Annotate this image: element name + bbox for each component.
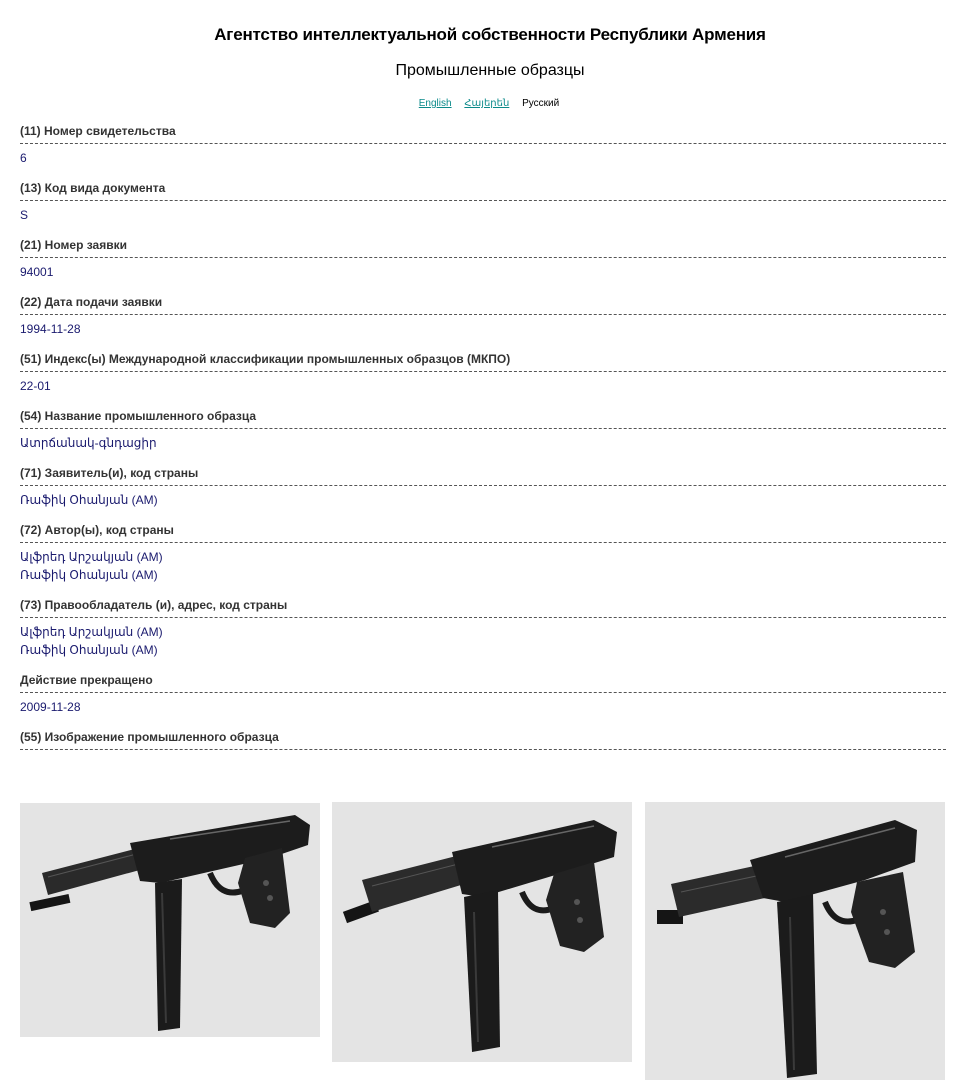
- field-values: [20, 750, 946, 755]
- field-values: [20, 258, 946, 281]
- submachine-gun-photo-side-icon: [20, 803, 320, 1037]
- record-fields: [20, 124, 946, 769]
- submachine-gun-photo-angle-icon: [332, 802, 632, 1062]
- field-label: (13) Код вида документа: [20, 181, 946, 201]
- field-authors: [20, 523, 946, 584]
- field-label: (72) Автор(ы), код страны: [20, 523, 946, 543]
- field-document-kind-code: [20, 181, 946, 224]
- field-values: [20, 315, 946, 338]
- field-label: (55) Изображение промышленного образца: [20, 730, 946, 750]
- field-values: [20, 144, 946, 167]
- field-mkpo-index: [20, 352, 946, 395]
- field-value: 1994-11-28: [20, 322, 81, 336]
- field-label: Действие прекращено: [20, 673, 946, 693]
- field-value: 2009-11-28: [20, 700, 81, 714]
- field-value: Ալֆրեդ Արշակյան (AM): [20, 625, 163, 639]
- field-values: [20, 543, 946, 584]
- field-application-number: [20, 238, 946, 281]
- field-label: (51) Индекс(ы) Международной классификации промышленных образцов (МКПО): [20, 352, 946, 372]
- field-label: (11) Номер свидетельства: [20, 124, 946, 144]
- lang-russian-current: Русский: [522, 98, 560, 109]
- field-values: [20, 201, 946, 224]
- field-label: (71) Заявитель(и), код страны: [20, 466, 946, 486]
- field-filing-date: [20, 295, 946, 338]
- field-value: Ալֆրեդ Արշակյան (AM): [20, 550, 163, 564]
- field-value: 22-01: [20, 379, 51, 393]
- submachine-gun-photo-front-icon: [645, 802, 945, 1080]
- field-value: Ատրճանակ-գնդացիր: [20, 436, 157, 450]
- section-title: Промышленные образцы: [395, 62, 585, 79]
- field-value: 6: [20, 151, 27, 165]
- field-values: [20, 429, 946, 452]
- field-value: Ռաֆիկ Օհանյան (AM): [20, 568, 158, 582]
- field-values: [20, 693, 946, 716]
- field-values: [20, 372, 946, 395]
- field-value: Ռաֆիկ Օհանյան (AM): [20, 493, 158, 507]
- field-values: [20, 618, 946, 659]
- field-label: (73) Правообладатель (и), адрес, код страны: [20, 598, 946, 618]
- field-termination: [20, 673, 946, 716]
- language-switcher: [0, 98, 960, 109]
- design-image-3[interactable]: [645, 802, 945, 1080]
- design-image-gallery: [20, 800, 950, 1080]
- field-right-holders: [20, 598, 946, 659]
- field-design-images: [20, 730, 946, 755]
- design-image-2[interactable]: [332, 802, 632, 1062]
- field-certificate-number: [20, 124, 946, 167]
- field-label: (21) Номер заявки: [20, 238, 946, 258]
- field-label: (54) Название промышленного образца: [20, 409, 946, 429]
- field-value: 94001: [20, 265, 54, 279]
- design-image-1[interactable]: [20, 803, 320, 1037]
- field-design-title: [20, 409, 946, 452]
- field-value: Ռաֆիկ Օհանյան (AM): [20, 643, 158, 657]
- field-value: S: [20, 208, 29, 222]
- agency-title: Агентство интеллектуальной собственности Республики Армения: [214, 25, 766, 44]
- lang-english-link[interactable]: English: [418, 98, 452, 109]
- field-values: [20, 486, 946, 509]
- field-applicant: [20, 466, 946, 509]
- field-label: (22) Дата подачи заявки: [20, 295, 946, 315]
- lang-armenian-link[interactable]: Հայերեն: [464, 98, 510, 109]
